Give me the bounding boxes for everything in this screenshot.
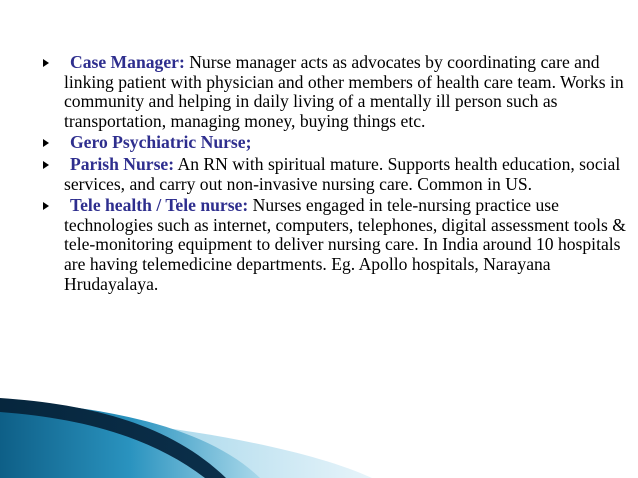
triangle-bullet-icon bbox=[43, 202, 49, 210]
term-case-manager: Case Manager: bbox=[70, 52, 185, 72]
swoosh-teal-band bbox=[0, 400, 260, 478]
description-parish-nurse: An RN with spiritual mature. Supports health education, social services, and carry out non-invasive nursing care. Common in US. bbox=[64, 153, 621, 194]
swoosh-dark-wedge bbox=[0, 398, 226, 478]
triangle-bullet-icon bbox=[43, 59, 49, 67]
bullet-item-tele-health bbox=[38, 196, 630, 294]
bullet-item-case-manager bbox=[38, 53, 630, 131]
bullet-item-gero-psychiatric-nurse bbox=[38, 133, 630, 153]
triangle-bullet-icon bbox=[43, 161, 49, 169]
term-gero-psychiatric-nurse: Gero Psychiatric Nurse; bbox=[70, 132, 252, 153]
bullet-item-parish-nurse bbox=[38, 155, 630, 194]
description-tele-health: Nurses engaged in tele-nursing practice use technologies such as internet, computers, telephones, digital assessment tools & tele-monitoring equipment to deliver nursing care. In India around 10 hospitals are having telemedicine departments. Eg. Apollo hospitals, Narayana Hrudayalaya. bbox=[64, 195, 626, 294]
bullet-list bbox=[38, 53, 630, 294]
bullet-content bbox=[38, 53, 630, 296]
swoosh-light-band bbox=[0, 412, 372, 478]
triangle-bullet-icon bbox=[43, 139, 49, 147]
description-case-manager: Nurse manager acts as advocates by coordinating care and linking patient with physician and other members of health care team. Works in community and helping in daily living of a mentally ill person such as transportation, managing money, buying things etc. bbox=[64, 52, 624, 131]
term-tele-health: Tele health / Tele nurse: bbox=[70, 195, 249, 216]
term-parish-nurse: Parish Nurse: bbox=[70, 153, 175, 174]
